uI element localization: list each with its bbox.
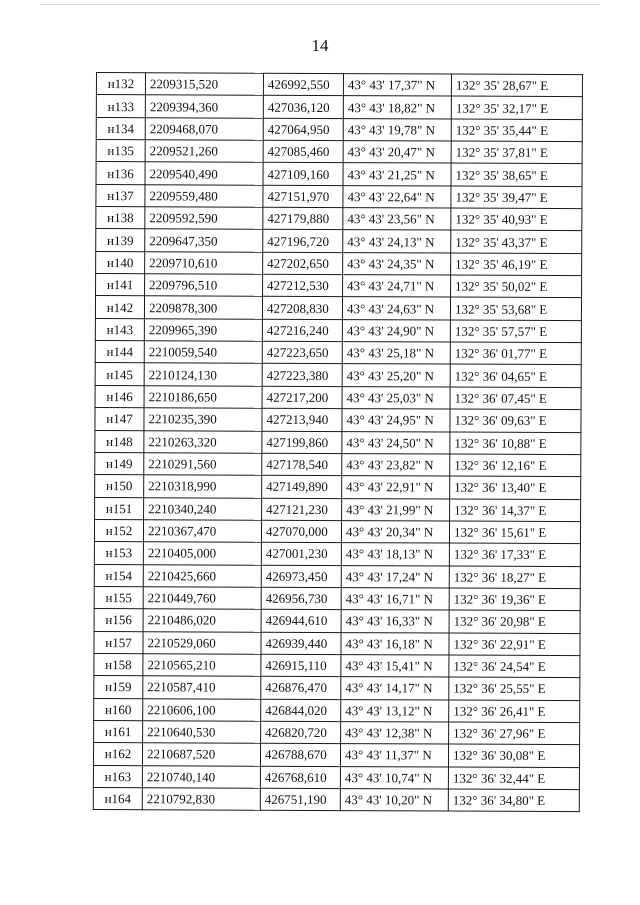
page-number: 14 xyxy=(311,36,329,55)
point-id-cell: н154 xyxy=(94,564,143,587)
latitude-cell: 43° 43' 16,33" N xyxy=(341,610,449,633)
x-coordinate-cell: 2210318,990 xyxy=(144,475,262,498)
y-coordinate-cell: 426944,610 xyxy=(261,609,341,632)
latitude-cell: 43° 43' 22,64" N xyxy=(343,185,451,208)
y-coordinate-cell: 427085,460 xyxy=(263,140,343,163)
table-row xyxy=(96,95,582,119)
longitude-cell: 132° 36' 17,33" E xyxy=(449,543,580,566)
latitude-cell: 43° 43' 16,71" N xyxy=(341,587,449,610)
point-id-cell: н157 xyxy=(94,631,143,654)
table-row xyxy=(96,117,582,141)
table-row xyxy=(96,207,582,231)
point-id-cell: н151 xyxy=(95,497,144,520)
longitude-cell: 132° 36' 25,55" E xyxy=(449,677,580,700)
longitude-cell: 132° 35' 37,81" E xyxy=(451,141,582,164)
y-coordinate-cell: 427149,890 xyxy=(262,475,342,498)
longitude-cell: 132° 36' 22,91" E xyxy=(449,633,580,656)
longitude-cell: 132° 36' 14,37" E xyxy=(450,499,581,522)
table-row xyxy=(94,564,580,588)
point-id-cell: н156 xyxy=(94,609,143,632)
point-id-cell: н136 xyxy=(96,162,145,185)
longitude-cell: 132° 35' 32,17" E xyxy=(451,96,582,119)
longitude-cell: 132° 35' 57,57" E xyxy=(450,320,581,343)
table-row xyxy=(93,743,579,767)
table-row xyxy=(94,720,580,744)
latitude-cell: 43° 43' 23,82" N xyxy=(342,453,450,476)
longitude-cell: 132° 35' 28,67" E xyxy=(451,74,582,97)
x-coordinate-cell: 2210425,660 xyxy=(143,564,261,587)
longitude-cell: 132° 36' 13,40" E xyxy=(450,476,581,499)
table-row xyxy=(96,140,582,164)
x-coordinate-cell: 2210740,140 xyxy=(142,765,260,788)
table-row xyxy=(93,787,579,811)
x-coordinate-cell: 2210587,410 xyxy=(143,676,261,699)
latitude-cell: 43° 43' 21,25" N xyxy=(343,163,451,186)
point-id-cell: н160 xyxy=(94,698,143,721)
table-row xyxy=(96,73,582,97)
table-row xyxy=(94,519,580,543)
table-row xyxy=(94,586,580,610)
latitude-cell: 43° 43' 23,56" N xyxy=(343,208,451,231)
y-coordinate-cell: 427064,950 xyxy=(263,118,343,141)
table-row xyxy=(95,475,581,499)
point-id-cell: н150 xyxy=(95,475,144,498)
table-row xyxy=(95,452,581,476)
x-coordinate-cell: 2210486,020 xyxy=(143,609,261,632)
y-coordinate-cell: 426768,610 xyxy=(260,766,340,789)
latitude-cell: 43° 43' 14,17" N xyxy=(341,677,449,700)
latitude-cell: 43° 43' 24,35" N xyxy=(343,252,451,275)
point-id-cell: н149 xyxy=(95,452,144,475)
table-row xyxy=(94,698,580,722)
longitude-cell: 132° 35' 46,19" E xyxy=(451,253,582,276)
latitude-cell: 43° 43' 17,37" N xyxy=(343,74,451,97)
x-coordinate-cell: 2210640,530 xyxy=(143,721,261,744)
x-coordinate-cell: 2209315,520 xyxy=(145,73,263,96)
y-coordinate-cell: 427109,160 xyxy=(263,163,343,186)
y-coordinate-cell: 427202,650 xyxy=(263,252,343,275)
x-coordinate-cell: 2210235,390 xyxy=(144,408,262,431)
x-coordinate-cell: 2209878,300 xyxy=(144,296,262,319)
longitude-cell: 132° 36' 20,98" E xyxy=(449,610,580,633)
y-coordinate-cell: 427216,240 xyxy=(262,319,342,342)
latitude-cell: 43° 43' 24,95" N xyxy=(342,409,450,432)
point-id-cell: н137 xyxy=(96,184,145,207)
latitude-cell: 43° 43' 24,71" N xyxy=(343,275,451,298)
point-id-cell: н142 xyxy=(95,296,144,319)
longitude-cell: 132° 35' 38,65" E xyxy=(451,163,582,186)
latitude-cell: 43° 43' 10,74" N xyxy=(340,766,448,789)
point-id-cell: н163 xyxy=(93,765,142,788)
table-row xyxy=(93,765,579,789)
latitude-cell: 43° 43' 18,82" N xyxy=(343,96,451,119)
point-id-cell: н143 xyxy=(95,318,144,341)
table-row xyxy=(95,363,581,387)
y-coordinate-cell: 427001,230 xyxy=(261,542,341,565)
longitude-cell: 132° 36' 18,27" E xyxy=(449,566,580,589)
table-row xyxy=(94,653,580,677)
latitude-cell: 43° 43' 12,38" N xyxy=(341,722,449,745)
table-row xyxy=(94,542,580,566)
y-coordinate-cell: 427223,650 xyxy=(262,341,342,364)
point-id-cell: н152 xyxy=(94,519,143,542)
x-coordinate-cell: 2210186,650 xyxy=(144,386,262,409)
longitude-cell: 132° 36' 15,61" E xyxy=(449,521,580,544)
y-coordinate-cell: 427121,230 xyxy=(262,498,342,521)
table-row xyxy=(96,184,582,208)
point-id-cell: н148 xyxy=(95,430,144,453)
latitude-cell: 43° 43' 19,78" N xyxy=(343,118,451,141)
point-id-cell: н144 xyxy=(95,341,144,364)
y-coordinate-cell: 426992,550 xyxy=(263,73,343,96)
table-row xyxy=(95,296,581,320)
x-coordinate-cell: 2210687,520 xyxy=(142,743,260,766)
x-coordinate-cell: 2209468,070 xyxy=(145,117,263,140)
point-id-cell: н132 xyxy=(96,73,145,96)
point-id-cell: н159 xyxy=(94,676,143,699)
longitude-cell: 132° 36' 09,63" E xyxy=(450,409,581,432)
table-row xyxy=(95,385,581,409)
y-coordinate-cell: 427179,880 xyxy=(263,207,343,230)
table-row xyxy=(95,341,581,365)
x-coordinate-cell: 2209647,350 xyxy=(145,229,263,252)
y-coordinate-cell: 427199,860 xyxy=(262,431,342,454)
point-id-cell: н139 xyxy=(96,229,145,252)
latitude-cell: 43° 43' 25,20" N xyxy=(342,364,450,387)
y-coordinate-cell: 427070,000 xyxy=(261,520,341,543)
y-coordinate-cell: 427212,530 xyxy=(263,274,343,297)
x-coordinate-cell: 2210405,000 xyxy=(143,542,261,565)
latitude-cell: 43° 43' 16,18" N xyxy=(341,632,449,655)
x-coordinate-cell: 2210367,470 xyxy=(143,520,261,543)
y-coordinate-cell: 427223,380 xyxy=(262,364,342,387)
table-row xyxy=(95,408,581,432)
longitude-cell: 132° 35' 43,37" E xyxy=(451,230,582,253)
latitude-cell: 43° 43' 22,91" N xyxy=(342,476,450,499)
x-coordinate-cell: 2209965,390 xyxy=(144,318,262,341)
longitude-cell: 132° 36' 19,36" E xyxy=(449,588,580,611)
y-coordinate-cell: 426956,730 xyxy=(261,587,341,610)
table-row xyxy=(96,162,582,186)
latitude-cell: 43° 43' 24,63" N xyxy=(342,297,450,320)
point-id-cell: н153 xyxy=(94,542,143,565)
point-id-cell: н135 xyxy=(96,140,145,163)
x-coordinate-cell: 2210124,130 xyxy=(144,363,262,386)
point-id-cell: н164 xyxy=(93,787,142,810)
latitude-cell: 43° 43' 24,13" N xyxy=(343,230,451,253)
y-coordinate-cell: 426844,020 xyxy=(261,699,341,722)
x-coordinate-cell: 2210449,760 xyxy=(143,587,261,610)
table-row xyxy=(95,497,581,521)
latitude-cell: 43° 43' 24,90" N xyxy=(342,319,450,342)
table-row xyxy=(96,274,582,298)
point-id-cell: н146 xyxy=(95,385,144,408)
latitude-cell: 43° 43' 15,41" N xyxy=(341,655,449,678)
longitude-cell: 132° 36' 07,45" E xyxy=(450,387,581,410)
longitude-cell: 132° 36' 12,16" E xyxy=(450,454,581,477)
x-coordinate-cell: 2210340,240 xyxy=(144,497,262,520)
longitude-cell: 132° 36' 10,88" E xyxy=(450,432,581,455)
y-coordinate-cell: 426973,450 xyxy=(261,565,341,588)
point-id-cell: н134 xyxy=(96,117,145,140)
y-coordinate-cell: 426939,440 xyxy=(261,632,341,655)
x-coordinate-cell: 2209710,610 xyxy=(145,251,263,274)
x-coordinate-cell: 2209592,590 xyxy=(145,207,263,230)
x-coordinate-cell: 2210792,830 xyxy=(142,788,260,811)
longitude-cell: 132° 35' 35,44" E xyxy=(451,119,582,142)
x-coordinate-cell: 2209540,490 xyxy=(145,162,263,185)
x-coordinate-cell: 2210606,100 xyxy=(143,698,261,721)
coordinates-table xyxy=(93,72,583,812)
x-coordinate-cell: 2210529,060 xyxy=(143,631,261,654)
y-coordinate-cell: 427213,940 xyxy=(262,408,342,431)
latitude-cell: 43° 43' 11,37" N xyxy=(340,744,448,767)
longitude-cell: 132° 36' 34,80" E xyxy=(448,789,579,812)
longitude-cell: 132° 35' 39,47" E xyxy=(451,186,582,209)
longitude-cell: 132° 35' 50,02" E xyxy=(451,275,582,298)
longitude-cell: 132° 36' 30,08" E xyxy=(448,744,579,767)
x-coordinate-cell: 2210565,210 xyxy=(143,654,261,677)
y-coordinate-cell: 427151,970 xyxy=(263,185,343,208)
longitude-cell: 132° 36' 04,65" E xyxy=(450,365,581,388)
x-coordinate-cell: 2209394,360 xyxy=(145,95,263,118)
longitude-cell: 132° 36' 27,96" E xyxy=(449,722,580,745)
latitude-cell: 43° 43' 17,24" N xyxy=(341,565,449,588)
latitude-cell: 43° 43' 24,50" N xyxy=(342,431,450,454)
latitude-cell: 43° 43' 18,13" N xyxy=(341,543,449,566)
longitude-cell: 132° 36' 24,54" E xyxy=(449,655,580,678)
table-row xyxy=(95,430,581,454)
y-coordinate-cell: 427036,120 xyxy=(263,96,343,119)
latitude-cell: 43° 43' 10,20" N xyxy=(340,789,448,812)
table-row xyxy=(95,318,581,342)
y-coordinate-cell: 426915,110 xyxy=(261,654,341,677)
point-id-cell: н158 xyxy=(94,653,143,676)
table-row xyxy=(94,676,580,700)
longitude-cell: 132° 35' 40,93" E xyxy=(451,208,582,231)
y-coordinate-cell: 427178,540 xyxy=(262,453,342,476)
longitude-cell: 132° 36' 26,41" E xyxy=(449,700,580,723)
x-coordinate-cell: 2210263,320 xyxy=(144,430,262,453)
point-id-cell: н140 xyxy=(96,251,145,274)
coordinates-table-body xyxy=(93,73,582,812)
longitude-cell: 132° 35' 53,68" E xyxy=(450,297,581,320)
latitude-cell: 43° 43' 20,47" N xyxy=(343,141,451,164)
point-id-cell: н133 xyxy=(96,95,145,118)
x-coordinate-cell: 2210059,540 xyxy=(144,341,262,364)
latitude-cell: 43° 43' 21,99" N xyxy=(342,498,450,521)
y-coordinate-cell: 426876,470 xyxy=(261,677,341,700)
longitude-cell: 132° 36' 01,77" E xyxy=(450,342,581,365)
top-divider xyxy=(40,4,600,5)
point-id-cell: н162 xyxy=(93,743,142,766)
table-row xyxy=(96,251,582,275)
point-id-cell: н147 xyxy=(95,408,144,431)
x-coordinate-cell: 2209796,510 xyxy=(145,274,263,297)
latitude-cell: 43° 43' 20,34" N xyxy=(341,520,449,543)
y-coordinate-cell: 427196,720 xyxy=(263,230,343,253)
x-coordinate-cell: 2209559,480 xyxy=(145,184,263,207)
point-id-cell: н138 xyxy=(96,207,145,230)
point-id-cell: н145 xyxy=(95,363,144,386)
y-coordinate-cell: 427208,830 xyxy=(262,297,342,320)
point-id-cell: н155 xyxy=(94,586,143,609)
x-coordinate-cell: 2210291,560 xyxy=(144,453,262,476)
table-row xyxy=(94,609,580,633)
table-row xyxy=(96,229,582,253)
point-id-cell: н161 xyxy=(94,720,143,743)
longitude-cell: 132° 36' 32,44" E xyxy=(448,767,579,790)
y-coordinate-cell: 426820,720 xyxy=(261,721,341,744)
y-coordinate-cell: 426751,190 xyxy=(260,788,340,811)
point-id-cell: н141 xyxy=(96,274,145,297)
table-row xyxy=(94,631,580,655)
y-coordinate-cell: 426788,670 xyxy=(260,744,340,767)
x-coordinate-cell: 2209521,260 xyxy=(145,140,263,163)
latitude-cell: 43° 43' 13,12" N xyxy=(341,699,449,722)
latitude-cell: 43° 43' 25,03" N xyxy=(342,386,450,409)
y-coordinate-cell: 427217,200 xyxy=(262,386,342,409)
latitude-cell: 43° 43' 25,18" N xyxy=(342,342,450,365)
